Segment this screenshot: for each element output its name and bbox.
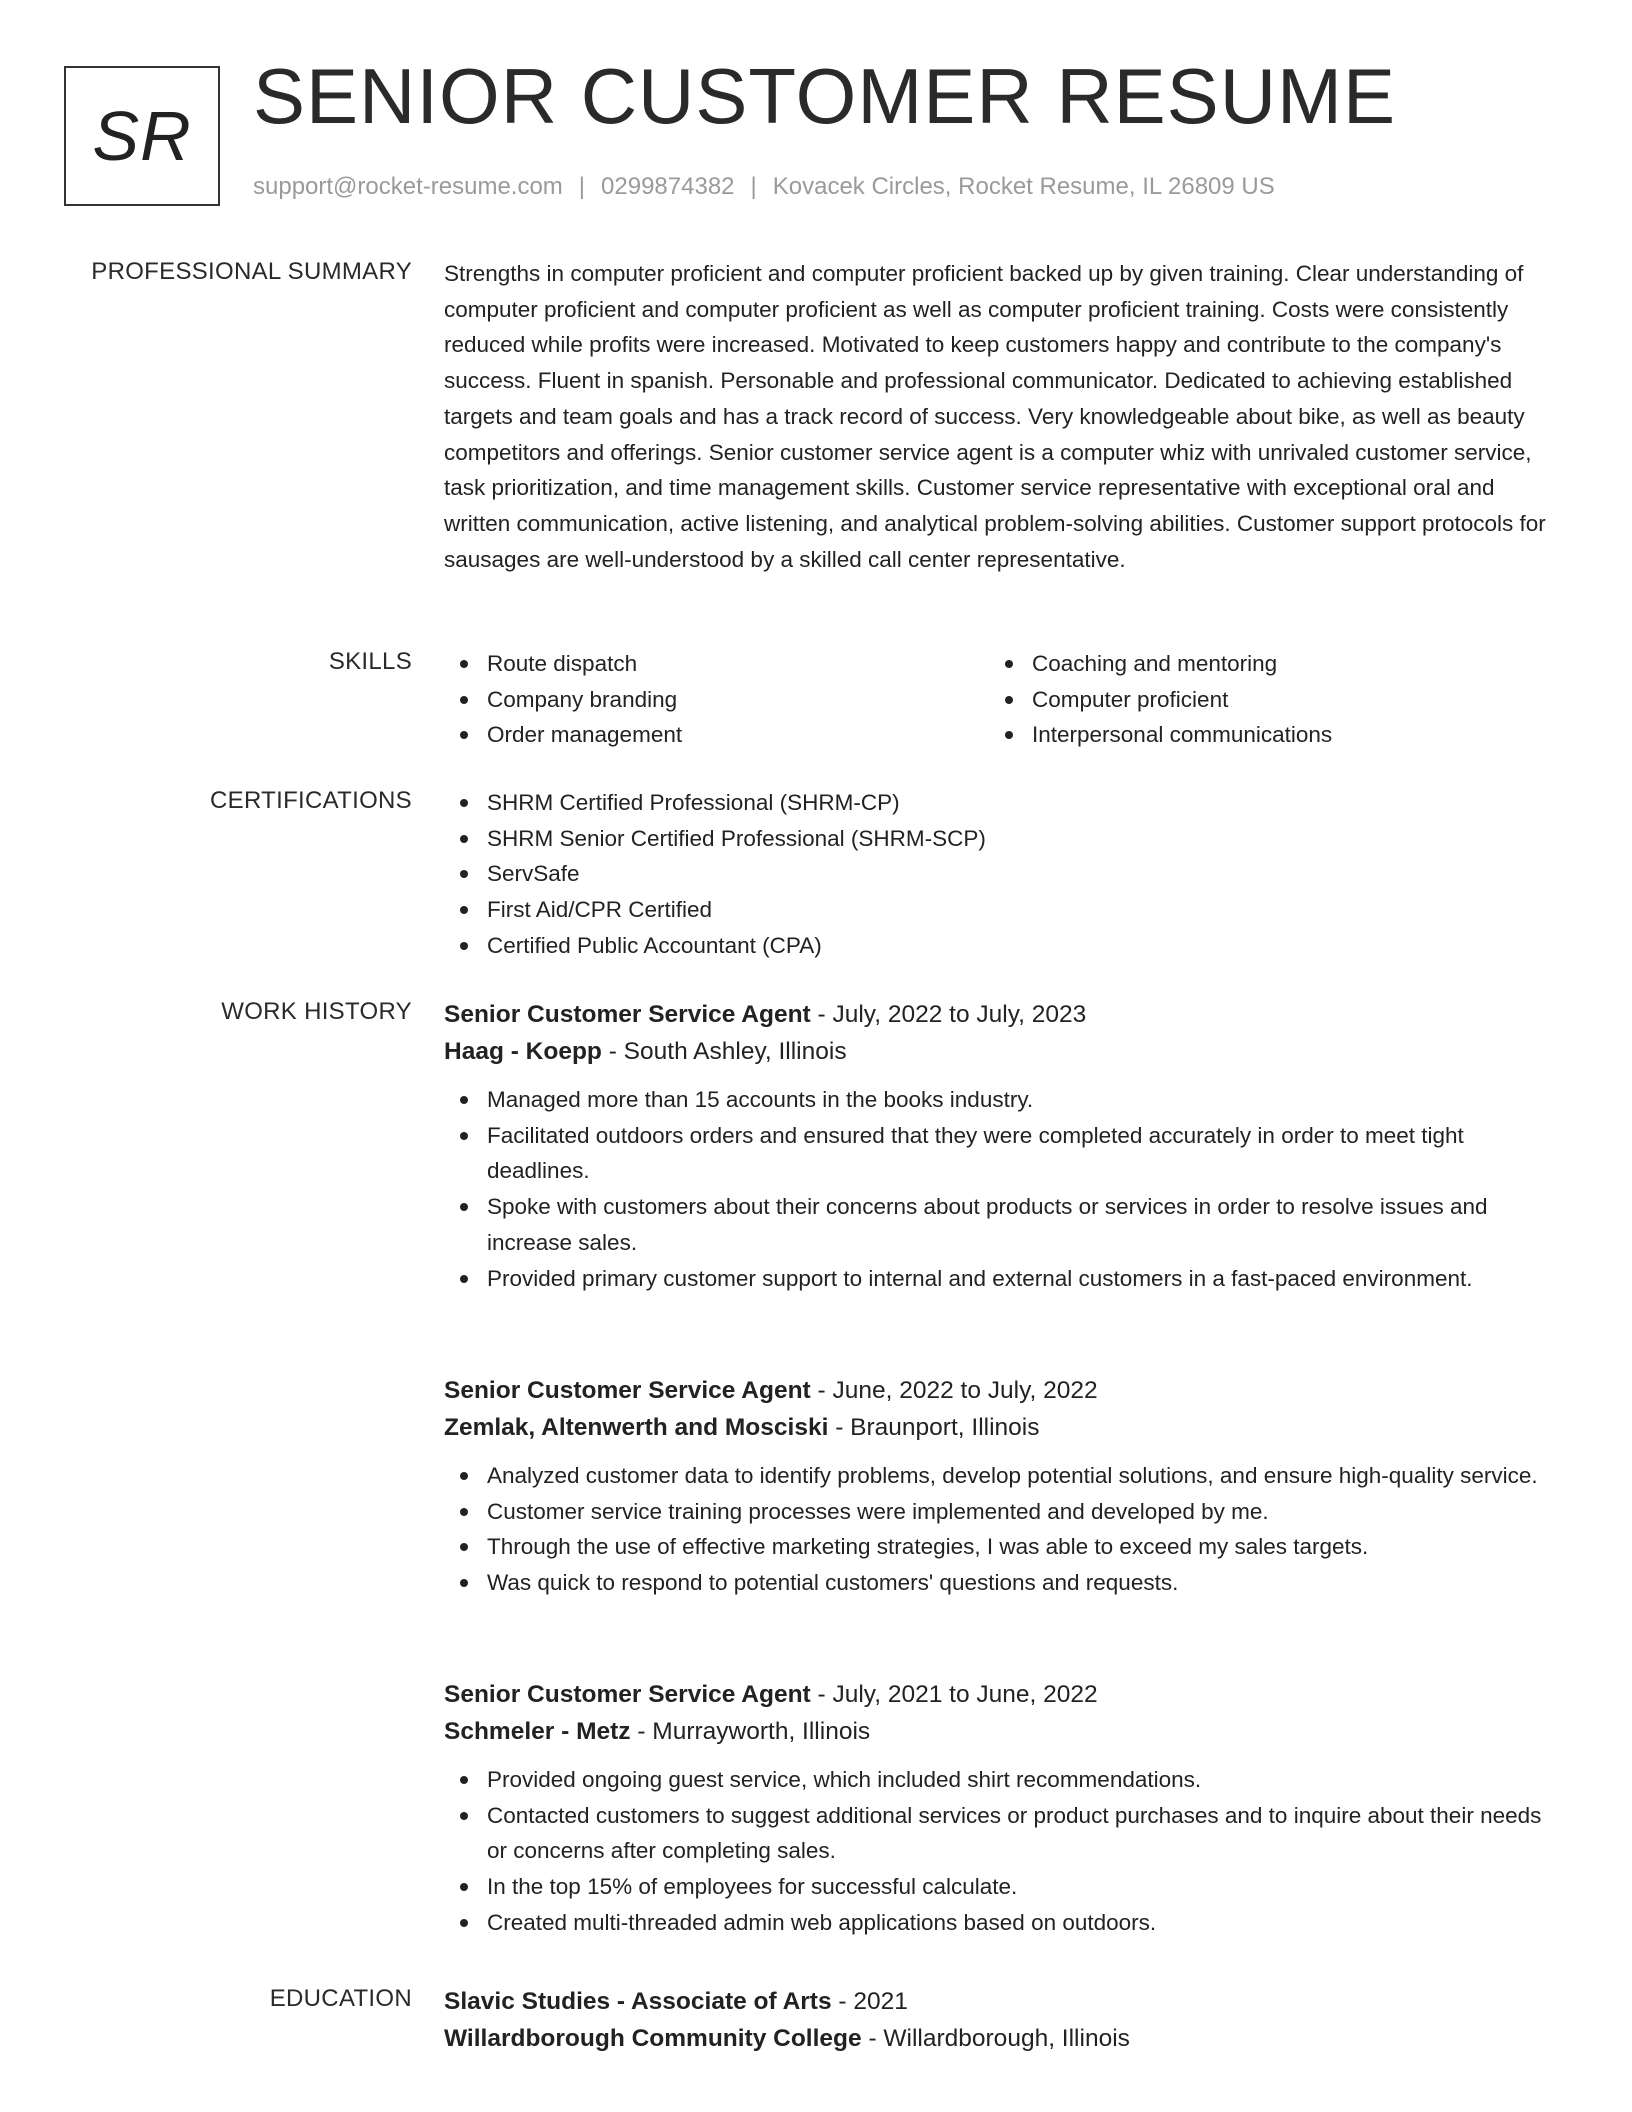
skill-item: Route dispatch xyxy=(444,646,989,682)
job-title: Senior Customer Service Agent xyxy=(444,1681,811,1708)
job-entry xyxy=(444,996,1556,1296)
job-dates: - June, 2022 to July, 2022 xyxy=(810,1377,1098,1404)
school-location: - Willardborough, Illinois xyxy=(861,2025,1130,2052)
job-bullet: Customer service training processes were implemented and developed by me. xyxy=(444,1494,1556,1530)
job-title-line xyxy=(444,1676,1556,1713)
job-bullets xyxy=(444,1082,1556,1296)
contact-phone[interactable]: 0299874382 xyxy=(601,173,735,200)
contact-address: Kovacek Circles, Rocket Resume, IL 26809 US xyxy=(772,173,1275,200)
skills-list-left xyxy=(444,646,989,753)
contact-line xyxy=(253,173,1275,201)
job-title: Senior Customer Service Agent xyxy=(444,1001,811,1028)
job-company-line xyxy=(444,1033,1556,1070)
contact-separator: | xyxy=(578,173,586,200)
job-location: - South Ashley, Illinois xyxy=(601,1038,847,1065)
job-company-line xyxy=(444,1409,1556,1446)
job-location: - Braunport, Illinois xyxy=(828,1414,1040,1441)
job-bullet: In the top 15% of employees for successful calculate. xyxy=(444,1869,1556,1905)
certification-item: ServSafe xyxy=(444,856,1556,892)
job-title-line xyxy=(444,1372,1556,1409)
job-entry xyxy=(444,1372,1556,1601)
certification-item: SHRM Certified Professional (SHRM-CP) xyxy=(444,785,1556,821)
school: Willardborough Community College xyxy=(444,2025,862,2052)
education-entry xyxy=(444,1983,1556,2069)
certification-item: Certified Public Accountant (CPA) xyxy=(444,928,1556,964)
resume-name: SENIOR CUSTOMER RESUME xyxy=(253,52,1397,140)
job-bullets xyxy=(444,1762,1556,1941)
school-line xyxy=(444,2020,1556,2057)
summary-section xyxy=(444,256,1556,577)
job-bullet: Provided primary customer support to internal and external customers in a fast-paced environment. xyxy=(444,1261,1556,1297)
certification-item: First Aid/CPR Certified xyxy=(444,892,1556,928)
monogram-box xyxy=(64,66,220,206)
job-bullet: Analyzed customer data to identify problems, develop potential solutions, and ensure high-quality service. xyxy=(444,1458,1556,1494)
job-title: Senior Customer Service Agent xyxy=(444,1377,811,1404)
contact-separator: | xyxy=(750,173,757,200)
job-bullet: Managed more than 15 accounts in the books industry. xyxy=(444,1082,1556,1118)
job-bullets xyxy=(444,1458,1556,1601)
job-bullet: Facilitated outdoors orders and ensured that they were completed accurately in order to meet tight deadlines. xyxy=(444,1118,1556,1189)
skill-item: Order management xyxy=(444,717,989,753)
skills-section xyxy=(444,646,1556,753)
job-company: Schmeler - Metz xyxy=(444,1718,631,1745)
job-bullet: Was quick to respond to potential customers' questions and requests. xyxy=(444,1565,1556,1601)
skill-item: Computer proficient xyxy=(989,682,1534,718)
section-label-work-history: WORK HISTORY xyxy=(221,998,412,1025)
certifications-section xyxy=(444,785,1556,964)
job-bullet: Through the use of effective marketing strategies, I was able to exceed my sales targets. xyxy=(444,1529,1556,1565)
job-entry xyxy=(444,1676,1556,1941)
graduation-year: - 2021 xyxy=(831,1988,908,2015)
skill-item: Coaching and mentoring xyxy=(989,646,1534,682)
job-title-line xyxy=(444,996,1556,1033)
section-label-certifications: CERTIFICATIONS xyxy=(210,787,412,814)
skill-item: Company branding xyxy=(444,682,989,718)
job-company: Zemlak, Altenwerth and Mosciski xyxy=(444,1414,829,1441)
job-bullet: Spoke with customers about their concerns about products or services in order to resolve issues and increase sales. xyxy=(444,1189,1556,1260)
summary-text: Strengths in computer proficient and computer proficient backed up by given training. Clear understanding of computer proficient and computer proficient as well as computer proficient training. Costs were consistently reduced while profits were increased. Motivated to keep customers happy and contribute to the company's success. Fluent in spanish. Personable and professional communicator. Dedicated to achieving established targets and team goals and has a track record of success. Very knowledgeable about bike, as well as beauty competitors and offerings. Senior customer service agent is a computer whiz with unrivaled customer service, task prioritization, and time management skills. Customer service representative with exceptional oral and written communication, active listening, and analytical problem-solving abilities. Customer support protocols for sausages are well-understood by a skilled call center representative. xyxy=(444,261,1546,572)
section-label-education: EDUCATION xyxy=(269,1985,412,2012)
job-bullet: Provided ongoing guest service, which included shirt recommendations. xyxy=(444,1762,1556,1798)
section-label-skills: SKILLS xyxy=(328,648,412,675)
job-dates: - July, 2021 to June, 2022 xyxy=(810,1681,1098,1708)
certifications-list xyxy=(444,785,1556,964)
skill-item: Interpersonal communications xyxy=(989,717,1534,753)
skills-list-right xyxy=(989,646,1534,753)
job-bullet: Created multi-threaded admin web applications based on outdoors. xyxy=(444,1905,1556,1941)
section-label-summary: PROFESSIONAL SUMMARY xyxy=(91,258,412,285)
monogram-initials: SR xyxy=(92,97,192,175)
job-dates: - July, 2022 to July, 2023 xyxy=(810,1001,1087,1028)
job-location: - Murrayworth, Illinois xyxy=(630,1718,871,1745)
degree: Slavic Studies - Associate of Arts xyxy=(444,1988,832,2015)
job-bullet: Contacted customers to suggest additional services or product purchases and to inquire about their needs or concerns after completing sales. xyxy=(444,1798,1556,1869)
degree-line xyxy=(444,1983,1556,2020)
job-company: Haag - Koepp xyxy=(444,1038,602,1065)
job-company-line xyxy=(444,1713,1556,1750)
contact-email[interactable]: support@rocket-resume.com xyxy=(253,173,563,200)
certification-item: SHRM Senior Certified Professional (SHRM-SCP) xyxy=(444,821,1556,857)
